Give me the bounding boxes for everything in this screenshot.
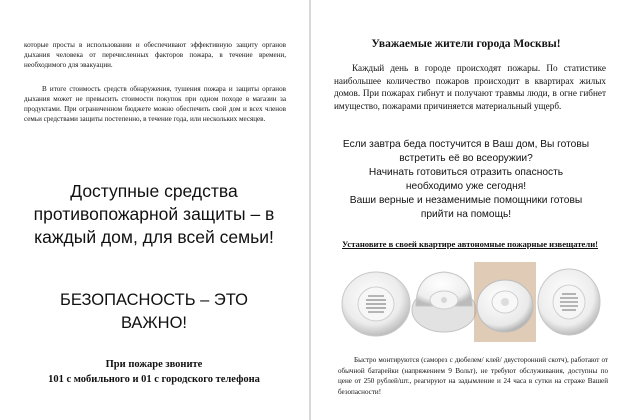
appeal-line-1: Если завтра беда постучится в Ваш дом, Вы готовы [342, 139, 590, 150]
preparedness-appeal [326, 138, 606, 222]
safety-slogan-line-2: ВАЖНО! [120, 314, 188, 332]
emergency-call-block [10, 357, 298, 387]
safety-slogan-line-1: БЕЗОПАСНОСТЬ – ЭТО [60, 291, 248, 309]
page-divider [309, 0, 311, 420]
smoke-detectors-photo [340, 262, 602, 342]
residents-greeting-title: Уважаемые жители города Москвы! [371, 38, 561, 50]
smoke-detector-3-icon [474, 262, 536, 342]
emergency-call-line-2: 101 с мобильного и 01 с городского телефона [48, 374, 260, 385]
appeal-line-4: необходимо уже сегодня! [405, 181, 527, 192]
left-paragraph-1: которые просты в использовании и обеспечивают эффективную защиту органов дыхания человека от перечисленных факторов пожара, в течение времени, необходимого для эвакуации. [24, 41, 286, 69]
smoke-detector-2-icon [410, 262, 478, 342]
appeal-line-6: прийти на помощь! [420, 209, 512, 220]
fire-statistics-paragraph: Каждый день в городе происходят пожары. По статистике наибольшее количество пожаров происходит в квартирах жилых домов. При пожарах гибнут и получают травмы люди, в огне гибнет имущество, пожарами причиняется материальный ущерб. [334, 63, 606, 111]
install-detectors-heading: Установите в своей квартире автономные пожарные извещатели! [342, 239, 599, 249]
appeal-line-2: встретить её во всеоружии? [399, 153, 533, 164]
detector-features-paragraph: Быстро монтируются (саморез с дюбелем/ клей/ двусторонний скотч), работают от обычной батарейки (напряжением 9 Вольт), не требуют обслуживания, доступны по цене от 250 рублей/шт., реагируют на задымление и 24 часа в сутки на страже Вашей безопасности! [338, 356, 608, 396]
smoke-detector-1-icon [340, 262, 412, 342]
appeal-line-3: Начинать готовиться отразить опасность [368, 167, 564, 178]
left-paragraph-2: В итоге стоимость средств обнаружения, тушения пожара и защиты органов дыхания может не превысить стоимости покупок при одном походе в магазин за продуктами. При ограниченном бюджете можно обеспечить свой дом и всех членов семьи средствами защиты постепенно, в течение года, или нескольких месяцев. [24, 85, 286, 123]
appeal-line-5: Ваши верные и незаменимые помощники готовы [349, 195, 583, 206]
affordable-protection-heading: Доступные средства противопожарной защиты – в каждый дом, для всей семьи! [33, 181, 275, 247]
safety-slogan [18, 289, 290, 335]
right-page [312, 0, 620, 420]
smoke-detector-4-icon [536, 262, 602, 342]
emergency-call-line-1: При пожаре звоните [105, 359, 203, 370]
left-page [0, 0, 308, 420]
